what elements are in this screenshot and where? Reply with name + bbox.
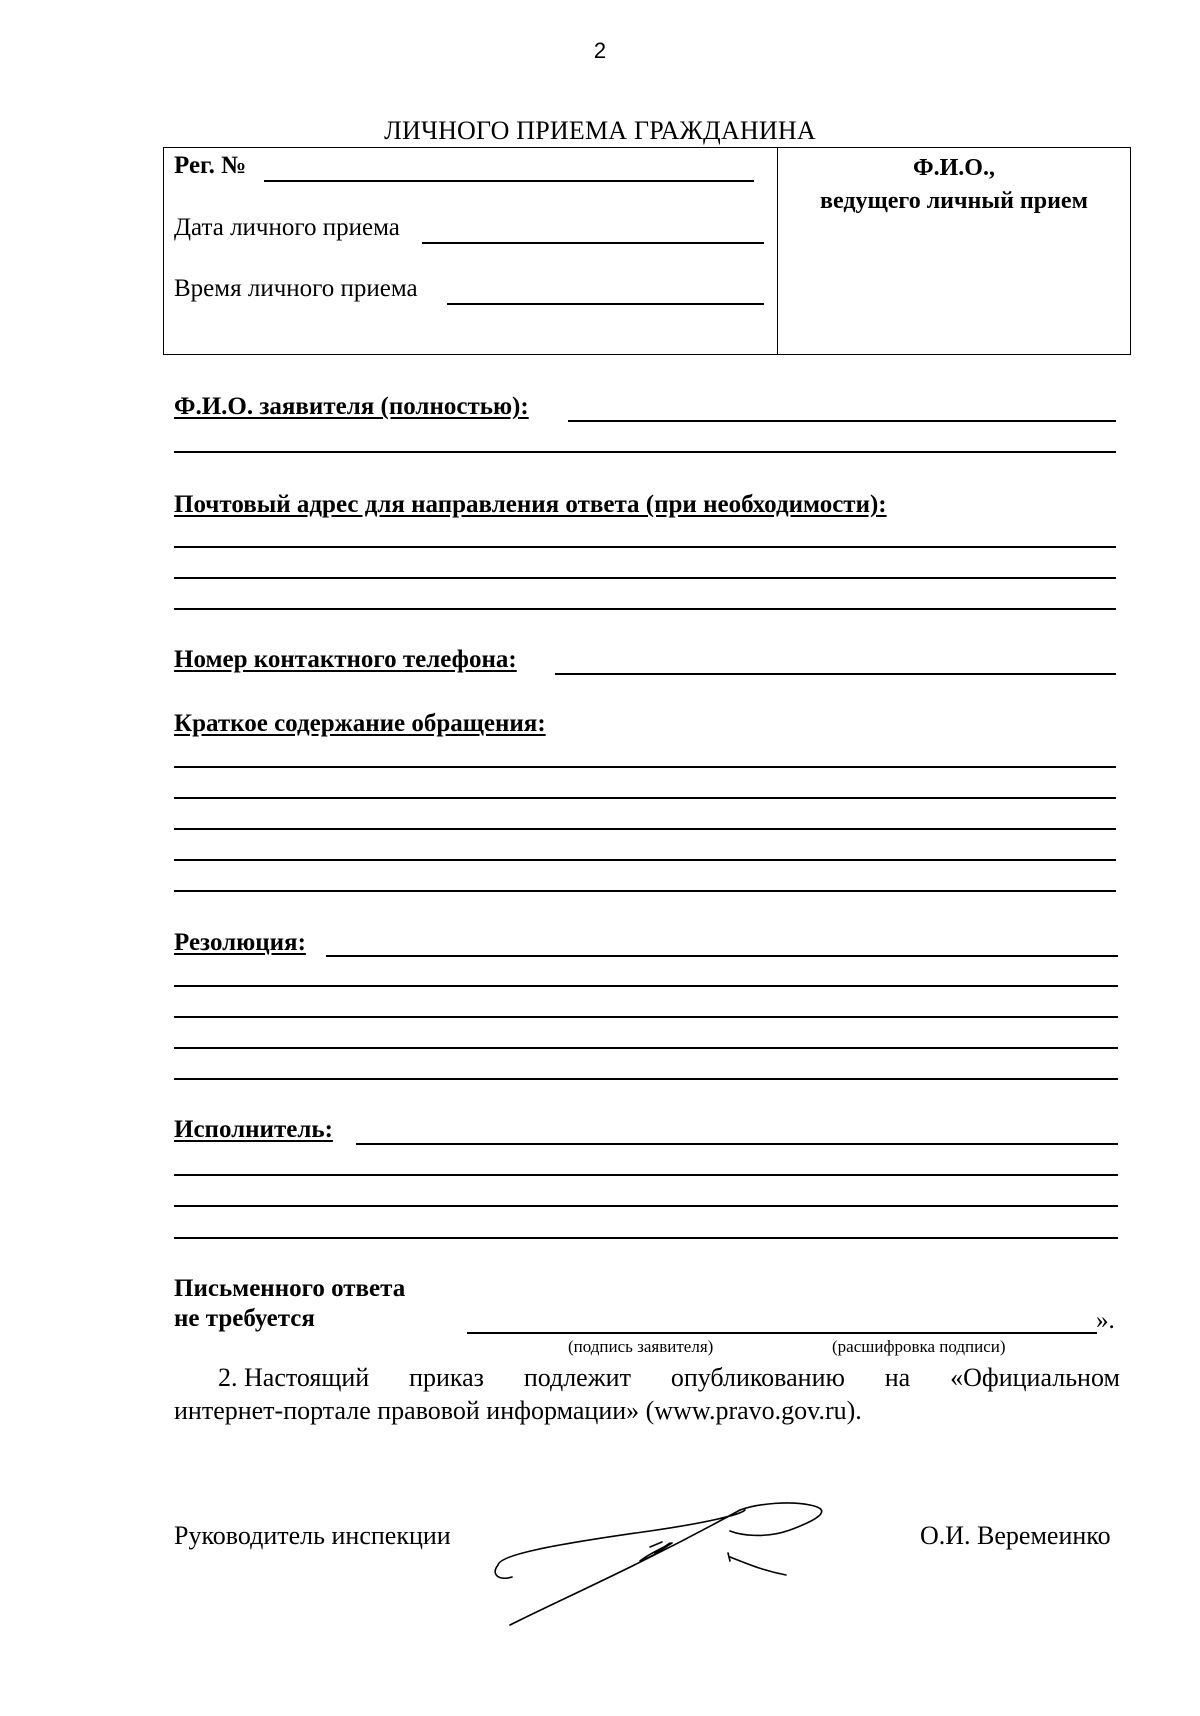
reception-date-label: Дата личного приема (174, 214, 400, 241)
summary-field-line2[interactable] (174, 797, 1116, 799)
paragraph-2-word: приказ (409, 1363, 484, 1392)
reception-time-field[interactable] (447, 303, 764, 305)
handwritten-signature (490, 1495, 850, 1635)
paragraph-2-word: подлежит (523, 1363, 631, 1392)
reception-time-label: Время личного приема (174, 275, 418, 302)
resolution-field-line5[interactable] (174, 1078, 1118, 1080)
resolution-label: Резолюция: (174, 929, 306, 956)
executor-field-line2[interactable] (174, 1174, 1118, 1176)
paragraph-2-word: 2. Настоящий (218, 1363, 370, 1392)
official-name-line2: ведущего личный прием (820, 188, 1088, 214)
document-title: ЛИЧНОГО ПРИЕМА ГРАЖДАНИНА (384, 116, 816, 145)
no-reply-line2: не требуется (174, 1305, 315, 1332)
applicant-name-label: Ф.И.О. заявителя (полностью): (174, 393, 529, 420)
page-number: 2 (593, 38, 607, 63)
executor-field-line1[interactable] (356, 1143, 1118, 1145)
paragraph-2-word: «Официальном (950, 1363, 1120, 1392)
signer-name: О.И. Веремеинко (920, 1521, 1111, 1550)
reception-date-field[interactable] (422, 242, 764, 244)
summary-field-line1[interactable] (174, 766, 1116, 768)
paragraph-2-line1 (174, 1361, 1120, 1394)
closing-quote: ». (1096, 1307, 1115, 1334)
caption-signature-decoding: (расшифровка подписи) (832, 1337, 1006, 1356)
official-name-header (779, 152, 1129, 218)
header-table (163, 147, 1131, 355)
reg-number-field[interactable] (264, 180, 754, 182)
official-name-line1: Ф.И.О., (913, 155, 995, 181)
summary-field-line4[interactable] (174, 859, 1116, 861)
postal-address-field-line2[interactable] (174, 577, 1116, 579)
phone-field[interactable] (555, 673, 1116, 675)
paragraph-2-word: на (884, 1363, 911, 1392)
resolution-field-line2[interactable] (174, 985, 1118, 987)
paragraph-2-word: опубликованию (670, 1363, 845, 1392)
caption-signature: (подпись заявителя) (568, 1337, 714, 1356)
postal-address-field-line3[interactable] (174, 608, 1116, 610)
signer-position: Руководитель инспекции (174, 1521, 451, 1550)
executor-field-line3[interactable] (174, 1205, 1118, 1207)
resolution-field-line4[interactable] (174, 1047, 1118, 1049)
reg-number-label: Рег. № (174, 152, 247, 179)
summary-field-line3[interactable] (174, 828, 1116, 830)
paragraph-2-line2: интернет-портале правовой информации» (www.pravo.gov.ru). (174, 1396, 862, 1425)
applicant-name-field-line2[interactable] (174, 451, 1116, 453)
executor-label: Исполнитель: (174, 1116, 333, 1143)
paragraph-2 (174, 1361, 1120, 1427)
applicant-signature-field[interactable] (467, 1332, 1097, 1334)
phone-label: Номер контактного телефона: (174, 646, 517, 673)
applicant-name-field[interactable] (568, 420, 1116, 422)
no-reply-line1: Письменного ответа (174, 1275, 406, 1302)
header-table-divider (777, 148, 778, 354)
summary-label: Краткое содержание обращения: (174, 710, 546, 737)
postal-address-label: Почтовый адрес для направления ответа (при необходимости): (174, 491, 887, 518)
executor-field-line4[interactable] (174, 1237, 1118, 1239)
postal-address-field-line1[interactable] (174, 546, 1116, 548)
summary-field-line5[interactable] (174, 890, 1116, 892)
resolution-field-line1[interactable] (326, 955, 1118, 957)
resolution-field-line3[interactable] (174, 1016, 1118, 1018)
